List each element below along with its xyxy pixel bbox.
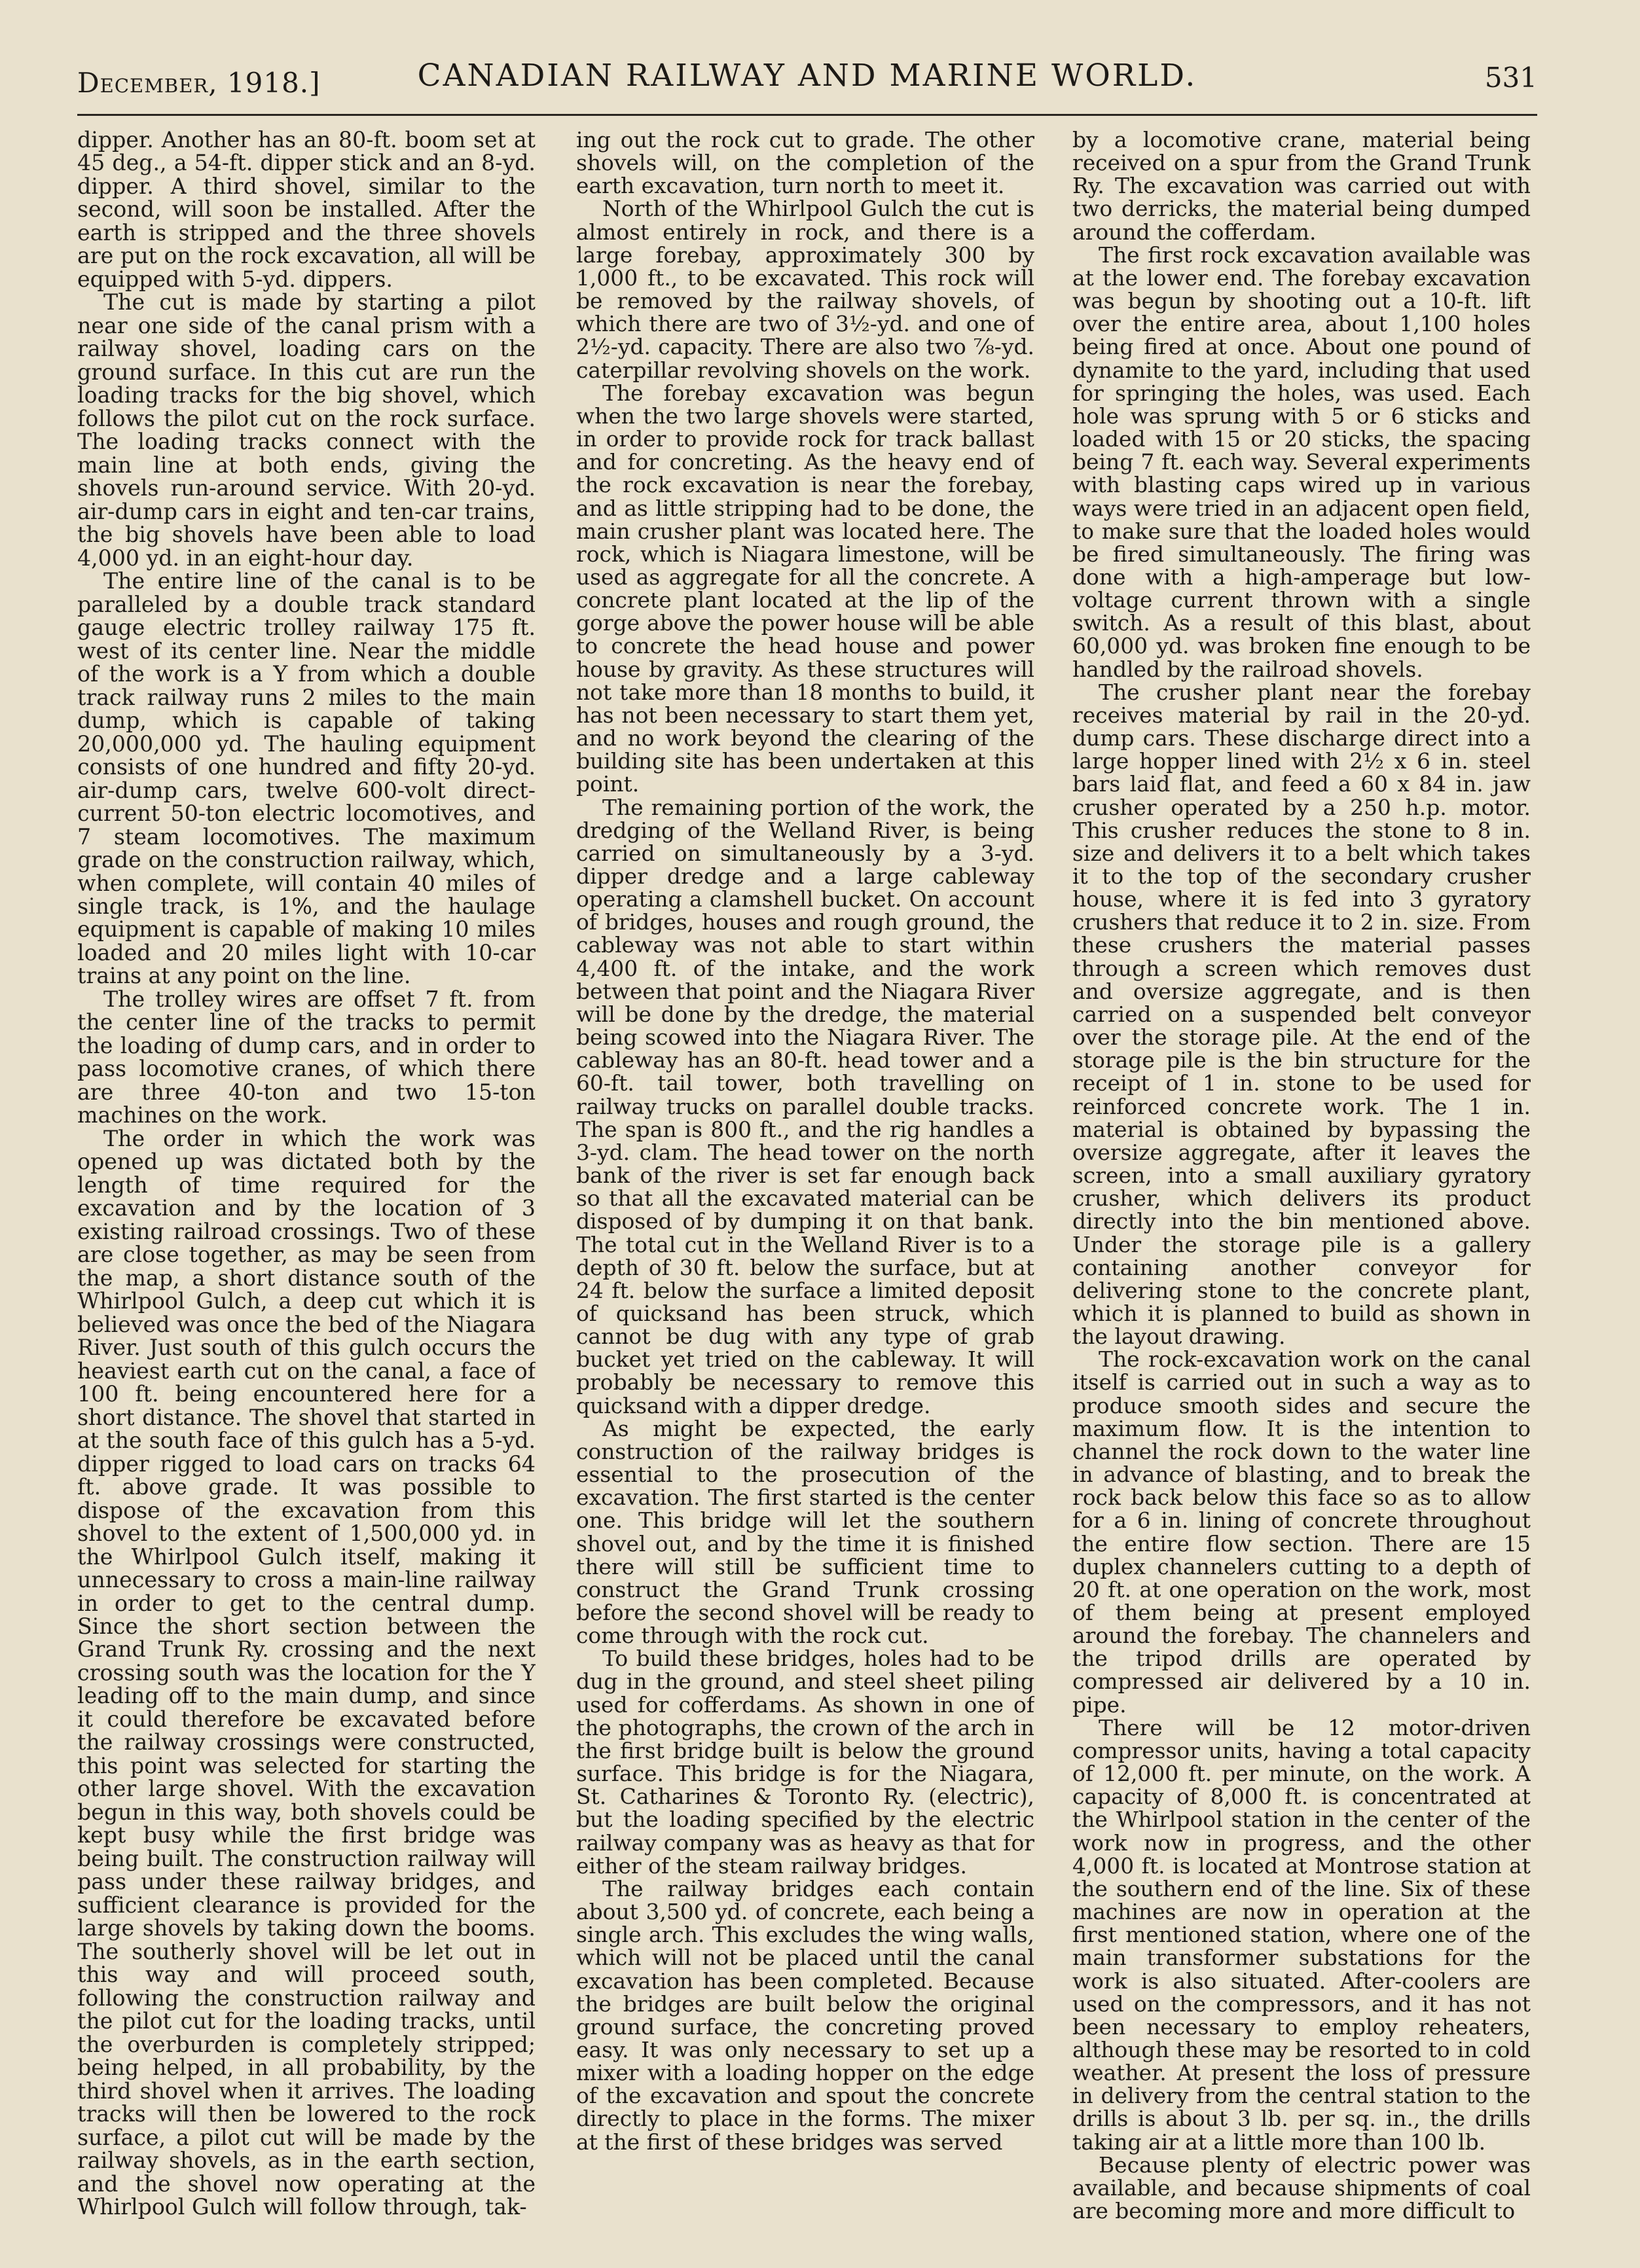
paragraph: North of the Whirlpool Gulch the cut is almost entirely in rock, and there is a large forebay, approximately 300 by 1,000 ft., to be excavated. This rock will be removed by the railway shovels, of which there are two of 3½-yd. and one of 2½-yd. capacity. There are also two ⅞-yd. caterpillar revolving shovels on the work. xyxy=(576,196,1034,383)
paragraph: The rock-excavation work on the canal itself is carried out in such a way as to produce smooth sides and secure the maximum flow. It is the intention to channel the rock down to the water line in advance of blasting, and to break the rock back below this face so as to allow for a 6 in. lining of concrete throughout the entire flow section. There are 15 duplex channelers cutting to a depth of 20 ft. at one operation on the work, most of them being at present employed around the forebay. The channelers and the tripod drills are operated by compressed air delivered by a 10 in. pipe. xyxy=(1072,1346,1531,1718)
paragraph: The crusher plant near the forebay receives material by rail in the 20-yd. dump cars. These discharge direct into a large hopper lined with 2½ x 6 in. steel bars laid flat, and feed a 60 x 84 in. jaw crusher operated by a 250 h.p. motor. This crusher reduces the stone to 8 in. size and delivers it to a belt which takes it to the top of the secondary crusher house, where it is fed into 3 gyratory crushers that reduce it to 2 in. size. From these crushers the material passes through a screen which removes dust and oversize aggregate, and is then carried on a suspended belt conveyor over the storage pile. At the end of the storage pile is the bin structure for the receipt of 1 in. stone to be used for reinforced concrete work. The 1 in. material is obtained by bypassing the oversize aggregate, after it leaves the screen, into a small auxiliary gyratory crusher, which delivers its product directly into the bin mentioned above. Under the storage pile is a gallery containing another conveyor for delivering stone to the concrete plant, which it is planned to build as shown in the layout drawing. xyxy=(1072,679,1531,1350)
paragraph: The trolley wires are offset 7 ft. from the center line of the tracks to permit the loading of dump cars, and in order to pass locomotive cranes, of which there are three 40-ton and two 15-ton machines on the work. xyxy=(77,986,536,1128)
paragraph: As might be expected, the early construction of the railway bridges is essential to the prosecution of the excavation. The first started is the center one. This bridge will let the southern shovel out, and by the time it is finished there will still be sufficient time to construct the Grand Trunk crossing before the second shovel will be ready to come through with the rock cut. xyxy=(576,1415,1034,1649)
paragraph: The cut is made by starting a pilot near one side of the canal prism with a railway shovel, loading cars on the ground surface. In this cut are run the loading tracks for the big shovel, which follows the pilot cut on the rock surface. The loading tracks connect with the main line at both ends, giving the shovels run-around service. With 20-yd. air-dump cars in eight and ten-car trains, the big shovels have been able to load 4,000 yd. in an eight-hour day. xyxy=(77,289,536,571)
paragraph: The first rock excavation available was at the lower end. The forebay excavation was begun by shooting out a 10-ft. lift over the entire area, about 1,100 holes being fired at once. About one pound of dynamite to the yard, including that used for springing the holes, was used. Each hole was sprung with 5 or 6 sticks and loaded with 15 or 20 sticks, the spacing being 7 ft. each way. Several experiments with blasting caps wired up in various ways were tried in an adjacent open field, to make sure that the loaded holes would be fired simultaneously. The firing was done with a high-amperage but low-voltage current thrown with a single switch. As a result of this blast, about 60,000 yd. was broken fine enough to be handled by the railroad shovels. xyxy=(1072,242,1531,682)
paragraph: The remaining portion of the work, the dredging of the Welland River, is being carried on simultaneously by a 3-yd. dipper dredge and a large cableway operating a clamshell bucket. On account of bridges, houses and rough ground, the cableway was not able to start within 4,400 ft. of the intake, and the work between that point and the Niagara River will be done by the dredge, the material being scowed into the Niagara River. The cableway has an 80-ft. head tower and a 60-ft. tail tower, both travelling on railway trucks on parallel double tracks. The span is 800 ft., and the rig handles a 3-yd. clam. The head tower on the north bank of the river is set far enough back so that all the excavated material can be disposed of by dumping it on that bank. The total cut in the Welland River is to a depth of 30 ft. below the surface, but at 24 ft. below the surface a limited deposit of quicksand has been struck, which cannot be dug with any type of grab bucket yet tried on the cableway. It will probably be necessary to remove this quicksand with a dipper dredge. xyxy=(576,794,1034,1418)
paragraph: by a locomotive crane, material being received on a spur from the Grand Trunk Ry. The excavation was carried out with two derricks, the material being dumped around the cofferdam. xyxy=(1072,128,1531,245)
paragraph: The order in which the work was opened up was dictated both by the length of time required for the excavation and by the location of 3 existing railroad crossings. Two of these are close together, as may be seen from the map, a short distance south of the Whirlpool Gulch, a deep cut which it is believed was once the bed of the Niagara River. Just south of this gulch occurs the heaviest earth cut on the canal, a face of 100 ft. being encountered here for a short distance. The shovel that started in at the south face of this gulch has a 5-yd. dipper rigged to load cars on tracks 64 ft. above grade. It was possible to dispose of the excavation from this shovel to the extent of 1,500,000 yd. in the Whirlpool Gulch itself, making it unnecessary to cross a main-line railway in order to get to the central dump. Since the short section between the Grand Trunk Ry. crossing and the next crossing south was the location for the Y leading off to the main dump, and since it could therefore be excavated before the railway crossings were constructed, this point was selected for starting the other large shovel. With the excavation begun in this way, both shovels could be kept busy while the first bridge was being built. The construction railway will pass under these railway bridges, and sufficient clearance is provided for the large shovels by taking down the booms. The southerly shovel will be let out in this way and will proceed south, following the construction railway and the pilot cut for the loading tracks, until the overburden is completely stripped; being helped, in all probability, by the third shovel when it arrives. The loading tracks will then be lowered to the rock surface, a pilot cut will be made by the railway shovels, as in the earth section, and the shovel now operating at the Whirlpool Gulch will follow through, tak- xyxy=(77,1125,536,2220)
text-column-left xyxy=(77,128,536,2249)
journal-title: CANADIAN RAILWAY AND MARINE WORLD. xyxy=(417,58,1197,94)
paragraph: The entire line of the canal is to be paralleled by a double track standard gauge electric trolley railway 175 ft. west of its center line. Near the middle of the work is a Y from which a double track railway runs 2 miles to the main dump, which is capable of taking 20,000,000 yd. The hauling equipment consists of one hundred and fifty 20-yd. air-dump cars, twelve 600-volt direct-current 50-ton electric locomotives, and 7 steam locomotives. The maximum grade on the construction railway, which, when complete, will contain 40 miles of single track, is 1%, and the haulage equipment is capable of making 10 miles loaded and 20 miles light with 10-car trains at any point on the line. xyxy=(77,568,536,989)
paragraph: The railway bridges each contain about 3,500 yd. of concrete, each being a single arch. This excludes the wing walls, which will not be placed until the canal excavation has been completed. Because the bridges are built below the original ground surface, the concreting proved easy. It was only necessary to set up a mixer with a loading hopper on the edge of the excavation and spout the concrete directly to place in the forms. The mixer at the first of these bridges was served xyxy=(576,1875,1034,2155)
text-column-right xyxy=(1072,128,1531,2249)
issue-date: December, 1918.] xyxy=(77,67,321,99)
paragraph: ing out the rock cut to grade. The other shovels will, on the completion of the earth excavation, turn north to meet it. xyxy=(576,128,1034,199)
paragraph: To build these bridges, holes had to be dug in the ground, and steel sheet piling used for cofferdams. As shown in one of the photographs, the crown of the arch in the first bridge built is below the ground surface. This bridge is for the Niagara, St. Catharines & Toronto Ry. (electric), but the loading specified by the electric railway company was as heavy as that for either of the steam railway bridges. xyxy=(576,1646,1034,1879)
text-column-middle xyxy=(576,128,1034,2249)
paragraph: Because plenty of electric power was available, and because shipments of coal are becoming more and more difficult to xyxy=(1072,2151,1531,2224)
paragraph: The forebay excavation was begun when the two large shovels were started, in order to provide rock for track ballast and for concreting. As the heavy end of the rock excavation is near the forebay, and as little stripping had to be done, the main crusher plant was located here. The rock, which is Niagara limestone, will be used as aggregate for all the concrete. A concrete plant located at the lip of the gorge above the power house will be able to concrete the head house and power house by gravity. As these structures will not take more than 18 months to build, it has not been necessary to start them yet, and no work beyond the clearing of the building site has been undertaken at this point. xyxy=(576,380,1034,797)
page-number: 531 xyxy=(1484,62,1537,94)
paragraph: dipper. Another has an 80-ft. boom set at 45 deg., a 54-ft. dipper stick and an 8-yd. dipper. A third shovel, similar to the second, will soon be installed. After the earth is stripped and the three shovels are put on the rock excavation, all will be equipped with 5-yd. dippers. xyxy=(77,128,536,292)
header-rule xyxy=(77,114,1537,116)
paragraph: There will be 12 motor-driven compressor units, having a total capacity of 12,000 ft. per minute, on the work. A capacity of 8,000 ft. is concentrated at the Whirlpool station in the center of the work now in progress, and the other 4,000 ft. is located at Montrose station at the southern end of the line. Six of these machines are now in operation at the first mentioned station, where one of the main transformer substations for the work is also situated. After-coolers are used on the compressors, and it has not been necessary to employ reheaters, although these may be resorted to in cold weather. At present the loss of pressure in delivery from the central station to the drills is about 3 lb. per sq. in., the drills taking air at a little more than 100 lb. xyxy=(1072,1714,1531,2155)
running-header xyxy=(77,58,1537,103)
